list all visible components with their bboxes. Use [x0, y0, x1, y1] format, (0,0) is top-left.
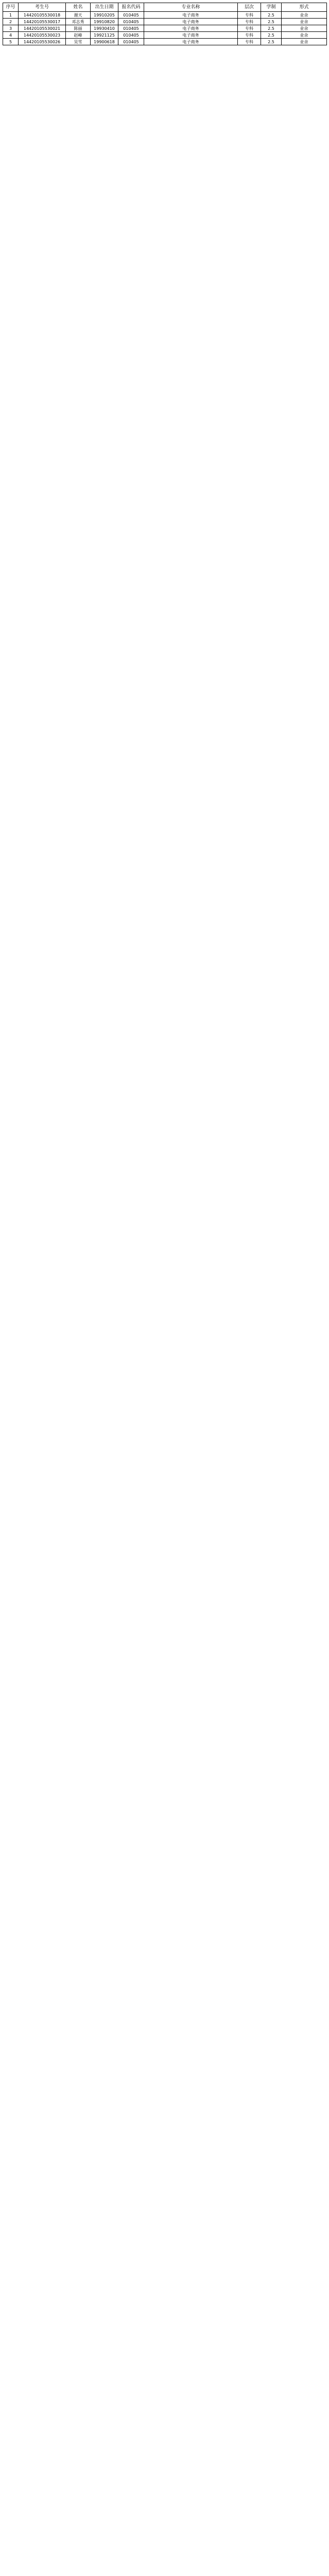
- cell-index: 1: [3, 12, 19, 19]
- header-birth-date: 出生日期: [91, 3, 118, 12]
- enrollment-sheet: [3, 3, 326, 45]
- cell-code: 010405: [118, 32, 144, 39]
- cell-major: 电子商务: [144, 25, 238, 32]
- cell-duration: 2.5: [261, 25, 282, 32]
- cell-mode: 业余: [282, 39, 327, 45]
- cell-level: 专科: [238, 32, 261, 39]
- cell-name: 谢天: [66, 12, 91, 19]
- cell-major: 电子商务: [144, 19, 238, 25]
- cell-level: 专科: [238, 39, 261, 45]
- cell-code: 010405: [118, 25, 144, 32]
- header-exam-number: 考生号: [19, 3, 66, 12]
- header-duration: 学制: [261, 3, 282, 12]
- table-row: [3, 32, 327, 39]
- table-row: [3, 25, 327, 32]
- cell-index: 5: [3, 39, 19, 45]
- cell-birth-date: 19910205: [91, 12, 118, 19]
- cell-exam-number: 14420105530017: [19, 19, 66, 25]
- cell-major: 电子商务: [144, 12, 238, 19]
- cell-duration: 2.5: [261, 12, 282, 19]
- cell-code: 010405: [118, 39, 144, 45]
- cell-birth-date: 19900618: [91, 39, 118, 45]
- header-index: 序号: [3, 3, 19, 12]
- cell-index: 3: [3, 25, 19, 32]
- cell-duration: 2.5: [261, 19, 282, 25]
- cell-exam-number: 14420105530021: [19, 25, 66, 32]
- table-row: [3, 12, 327, 19]
- header-level: 层次: [238, 3, 261, 12]
- header-mode: 形式: [282, 3, 327, 12]
- cell-birth-date: 19921125: [91, 32, 118, 39]
- cell-birth-date: 19910820: [91, 19, 118, 25]
- cell-name: 吴雪: [66, 39, 91, 45]
- cell-index: 4: [3, 32, 19, 39]
- cell-mode: 业余: [282, 25, 327, 32]
- cell-mode: 业余: [282, 19, 327, 25]
- cell-duration: 2.5: [261, 32, 282, 39]
- cell-mode: 业余: [282, 12, 327, 19]
- cell-name: 邓志秀: [66, 19, 91, 25]
- cell-level: 专科: [238, 12, 261, 19]
- cell-exam-number: 14420105530023: [19, 32, 66, 39]
- cell-major: 电子商务: [144, 32, 238, 39]
- table-body: [3, 12, 327, 45]
- cell-code: 010405: [118, 19, 144, 25]
- cell-exam-number: 14420105530026: [19, 39, 66, 45]
- cell-name: 赵峰: [66, 32, 91, 39]
- header-major: 专业名称: [144, 3, 238, 12]
- table-row: [3, 19, 327, 25]
- enrollment-table: [3, 3, 327, 45]
- cell-birth-date: 19930410: [91, 25, 118, 32]
- cell-name: 陈丽: [66, 25, 91, 32]
- cell-level: 专科: [238, 19, 261, 25]
- cell-code: 010405: [118, 12, 144, 19]
- cell-level: 专科: [238, 25, 261, 32]
- cell-exam-number: 14420105530018: [19, 12, 66, 19]
- cell-major: 电子商务: [144, 39, 238, 45]
- table-row: [3, 39, 327, 45]
- cell-duration: 2.5: [261, 39, 282, 45]
- header-code: 报名代码: [118, 3, 144, 12]
- cell-mode: 业余: [282, 32, 327, 39]
- header-row: [3, 3, 327, 12]
- header-name: 姓名: [66, 3, 91, 12]
- cell-index: 2: [3, 19, 19, 25]
